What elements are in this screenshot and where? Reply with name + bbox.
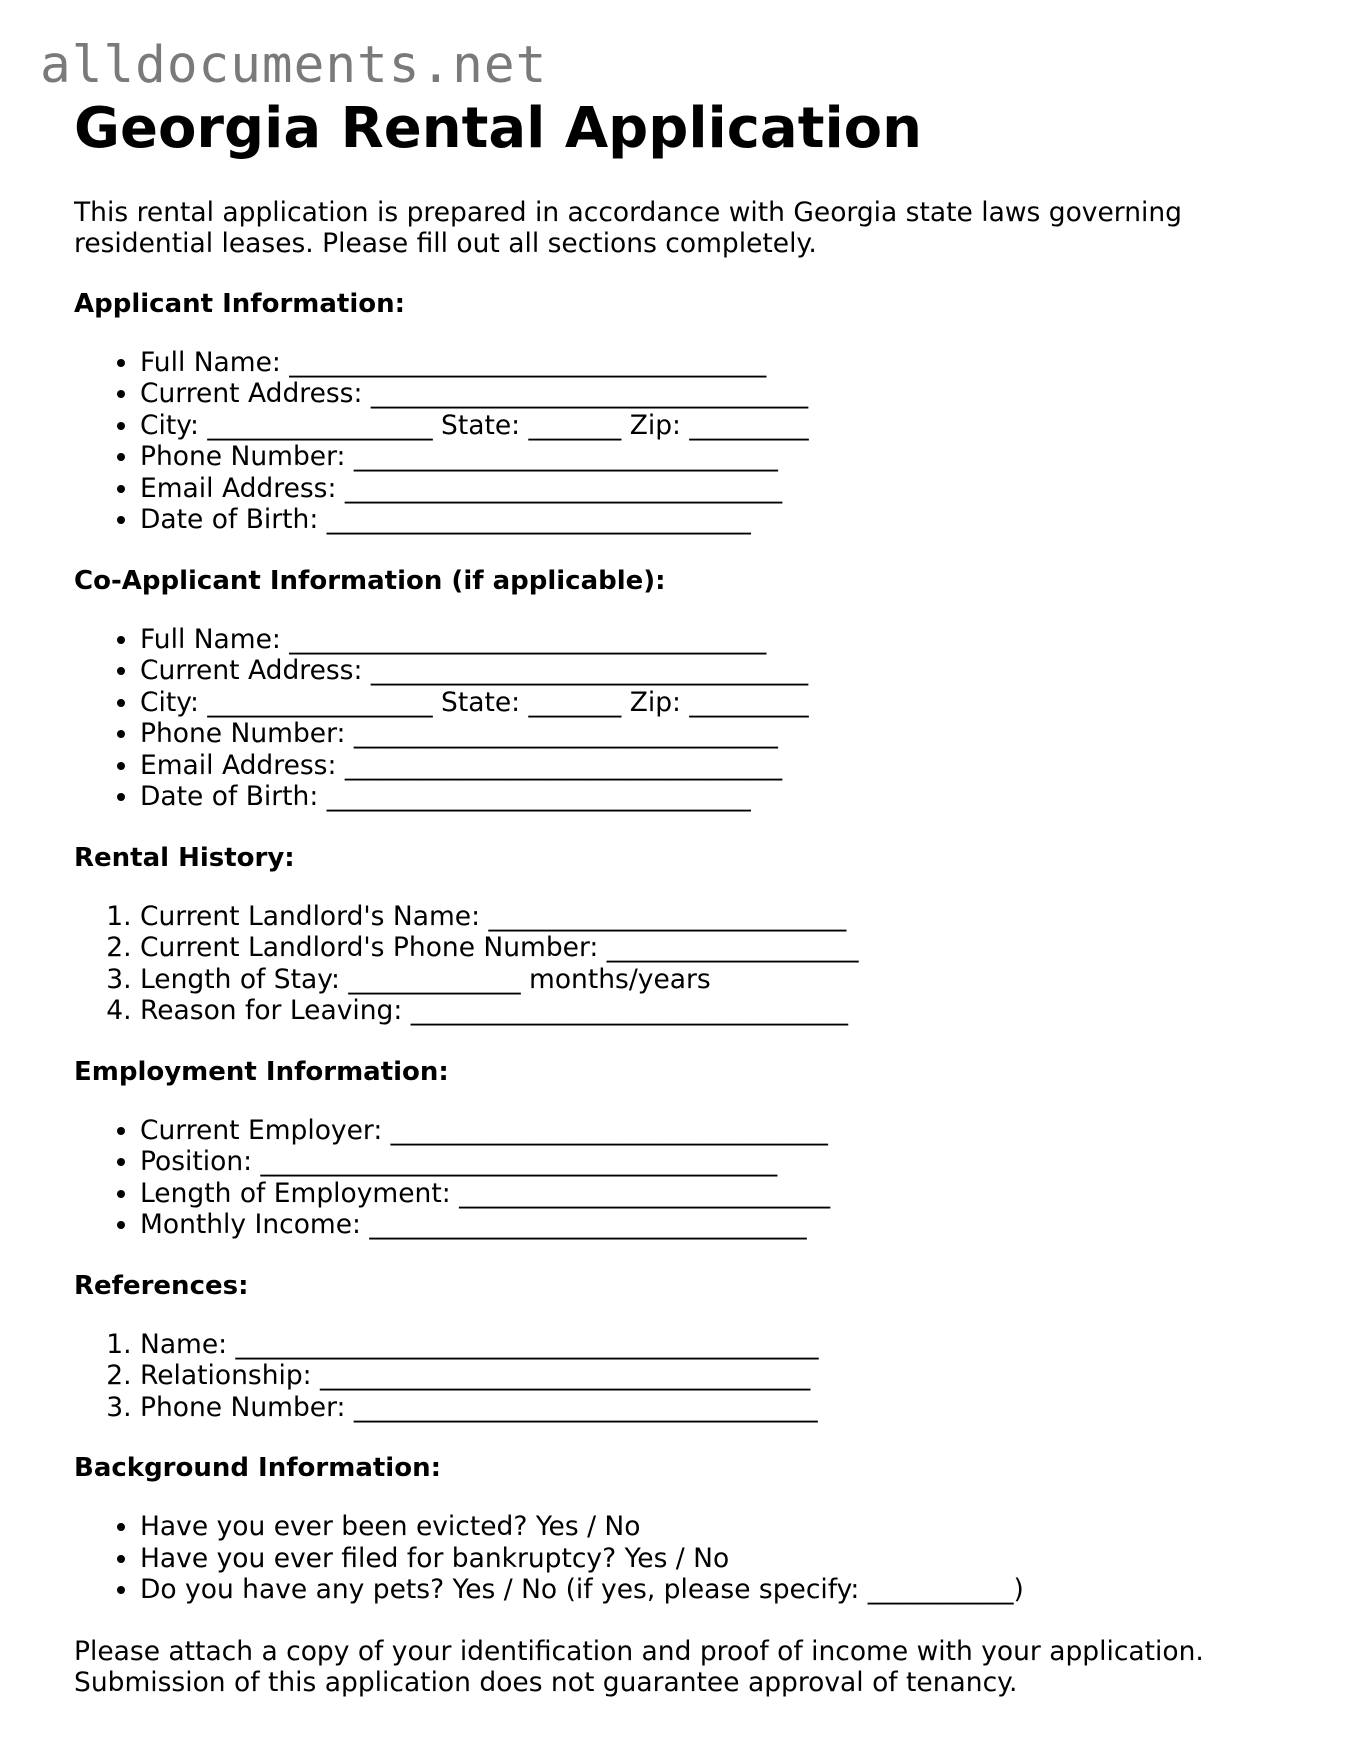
field-reference-name[interactable]: 1. Name: ____________________________________________ — [140, 1329, 1284, 1361]
field-reference-relationship[interactable]: 2. Relationship: _____________________________________ — [140, 1360, 1284, 1392]
document — [74, 98, 1284, 1698]
section-heading-rental-history: Rental History: — [74, 842, 295, 873]
field-full-name[interactable]: • Full Name: ____________________________________ — [140, 624, 1284, 656]
background-questions-list — [74, 1511, 1284, 1606]
field-landlord-phone[interactable]: 2. Current Landlord's Phone Number: ___________________ — [140, 932, 1284, 964]
section-heading-employment: Employment Information: — [74, 1056, 449, 1087]
section-heading-applicant: Applicant Information: — [74, 288, 406, 319]
closing-paragraph: Please attach a copy of your identification and proof of income with your application. Submission of this application does not guarantee approval of tenancy. — [74, 1635, 1204, 1698]
page-title: Georgia Rental Application — [74, 96, 923, 161]
field-current-address[interactable]: • Current Address: _________________________________ — [140, 378, 1284, 410]
field-monthly-income[interactable]: • Monthly Income: _________________________________ — [140, 1209, 1284, 1241]
field-full-name[interactable]: • Full Name: ____________________________________ — [140, 347, 1284, 379]
field-email-address[interactable]: • Email Address: _________________________________ — [140, 750, 1284, 782]
question-evicted[interactable]: • Have you ever been evicted? Yes / No — [140, 1511, 1284, 1543]
question-pets[interactable]: • Do you have any pets? Yes / No (if yes, please specify: ___________) — [140, 1574, 1284, 1606]
employment-fields-list — [74, 1115, 1284, 1241]
applicant-fields-list — [74, 347, 1284, 536]
rental-history-list — [74, 901, 1284, 1027]
co-applicant-fields-list — [74, 624, 1284, 813]
field-reference-phone[interactable]: 3. Phone Number: ___________________________________ — [140, 1392, 1284, 1424]
field-email-address[interactable]: • Email Address: _________________________________ — [140, 473, 1284, 505]
references-list — [74, 1329, 1284, 1424]
field-phone-number[interactable]: • Phone Number: ________________________________ — [140, 441, 1284, 473]
field-date-of-birth[interactable]: • Date of Birth: ________________________________ — [140, 504, 1284, 536]
field-length-of-employment[interactable]: • Length of Employment: ____________________________ — [140, 1178, 1284, 1210]
field-position[interactable]: • Position: _______________________________________ — [140, 1146, 1284, 1178]
section-heading-co-applicant: Co-Applicant Information (if applicable): — [74, 565, 666, 596]
field-date-of-birth[interactable]: • Date of Birth: ________________________________ — [140, 781, 1284, 813]
field-city-state-zip[interactable]: • City: _________________ State: _______ Zip: _________ — [140, 687, 1284, 719]
field-reason-for-leaving[interactable]: 4. Reason for Leaving: _________________________________ — [140, 995, 1284, 1027]
field-city-state-zip[interactable]: • City: _________________ State: _______ Zip: _________ — [140, 410, 1284, 442]
field-phone-number[interactable]: • Phone Number: ________________________________ — [140, 718, 1284, 750]
section-heading-background: Background Information: — [74, 1453, 441, 1484]
field-landlord-name[interactable]: 1. Current Landlord's Name: ___________________________ — [140, 901, 1284, 933]
field-current-employer[interactable]: • Current Employer: _________________________________ — [140, 1115, 1284, 1147]
field-current-address[interactable]: • Current Address: _________________________________ — [140, 655, 1284, 687]
section-heading-references: References: — [74, 1270, 249, 1301]
watermark: alldocuments.net — [40, 36, 548, 95]
question-bankruptcy[interactable]: • Have you ever filed for bankruptcy? Yes / No — [140, 1543, 1284, 1575]
intro-paragraph: This rental application is prepared in accordance with Georgia state laws governing residential leases. Please fill out all sections completely. — [74, 196, 1182, 259]
field-length-of-stay[interactable]: 3. Length of Stay: _____________ months/years — [140, 964, 1284, 996]
